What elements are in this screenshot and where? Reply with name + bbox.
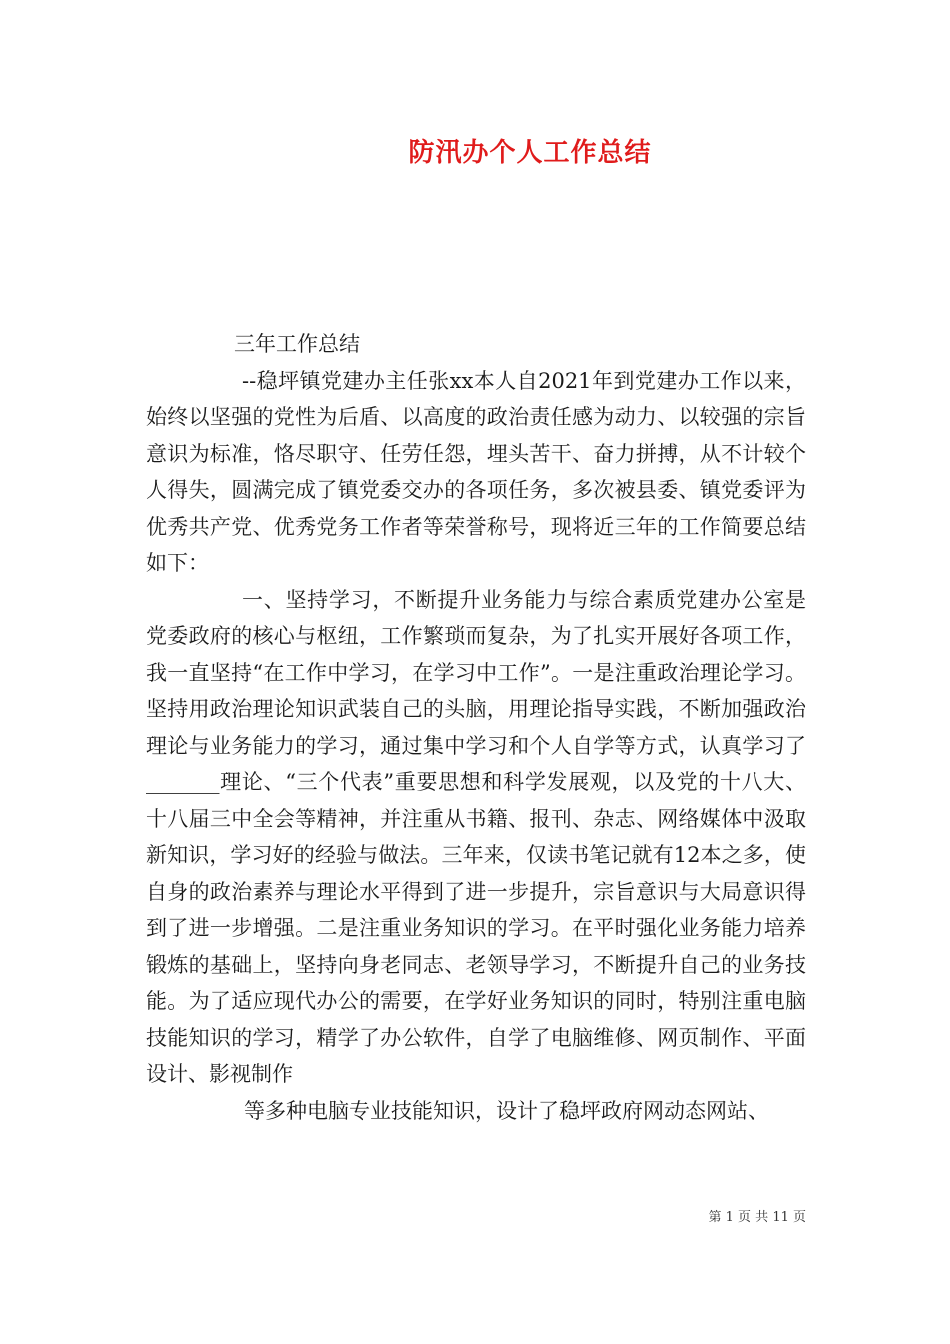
section-one-paragraph: 一、坚持学习，不断提升业务能力与综合素质党建办公室是党委政府的核心与枢纽，工作繁琐而复杂，为了扎实开展好各项工作，我一直坚持“在工作中学习，在学习中工作”。一是注重政治理论学习。坚持用政治理论知识武装自己的头脑，用理论指导实践，不断加强政治理论与业务能力的学习，通过集中学习和个人自学等方式，认真学习了_______理论、“三个代表”重要思想和科学发展观，以及党的十八大、十八届三中全会等精神，并注重从书籍、报刊、杂志、网络媒体中汲取新知识，学习好的经验与做法。三年来，仅读书笔记就有12本之多，使自身的政治素养与理论水平得到了进一步提升，宗旨意识与大局意识得到了进一步增强。二是注重业务知识的学习。在平时强化业务能力培养锻炼的基础上，坚持向身老同志、老领导学习，不断提升自己的业务技能。为了适应现代办公的需要，在学好业务知识的同时，特别注重电脑技能知识的学习，精学了办公软件，自学了电脑维修、网页制作、平面设计、影视制作 bbox=[146, 587, 806, 1086]
document-title: 防汛办个人工作总结 bbox=[408, 138, 652, 168]
page-number-footer: 第 1 页 共 11 页 bbox=[708, 1210, 806, 1225]
section-heading: 三年工作总结 bbox=[234, 332, 360, 356]
intro-paragraph: --稳坪镇党建办主任张xx本人自2021年到党建办工作以来，始终以坚强的党性为后盾、以高度的政治责任感为动力、以较强的宗旨意识为标准，恪尽职守、任劳任怨，埋头苦干、奋力拼搏，从不计较个人得失，圆满完成了镇党委交办的各项任务，多次被县委、镇党委评为优秀共产党、优秀党务工作者等荣誉称号，现将近三年的工作简要总结如下： bbox=[146, 368, 806, 575]
continued-paragraph: 等多种电脑专业技能知识，设计了稳坪政府网动态网站、 bbox=[244, 1098, 769, 1123]
document-body bbox=[146, 326, 806, 1129]
